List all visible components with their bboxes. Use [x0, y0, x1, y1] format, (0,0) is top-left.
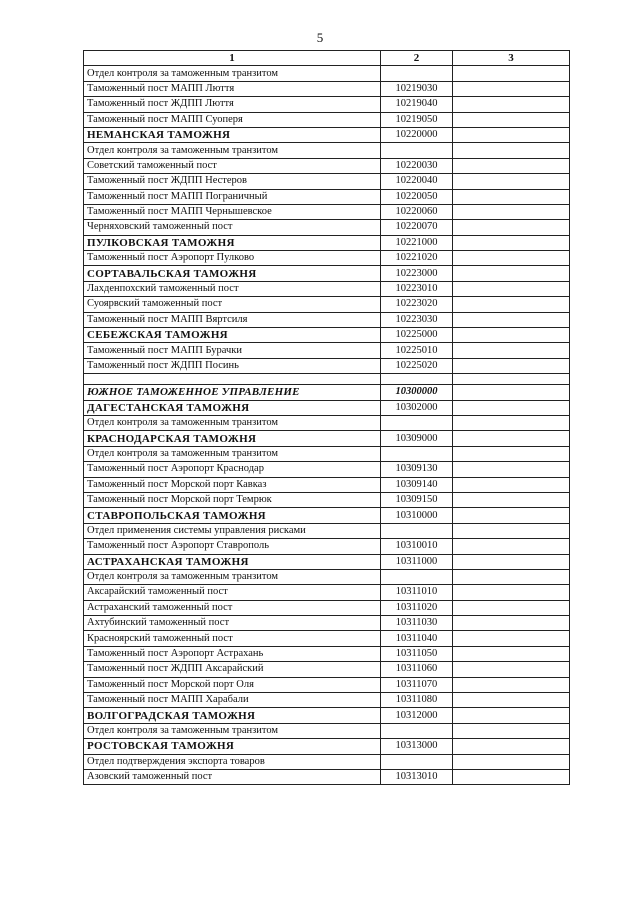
table-row: [84, 600, 570, 615]
table-row: [84, 646, 570, 661]
row-note: [453, 143, 570, 158]
table-row: [84, 220, 570, 235]
row-code: 10311010: [381, 585, 453, 600]
table-row: [84, 677, 570, 692]
row-code: 10302000: [381, 400, 453, 415]
row-code: 10219050: [381, 112, 453, 127]
row-note: [453, 631, 570, 646]
customs-table: [83, 50, 570, 785]
row-name: Отдел применения системы управления рисками: [84, 523, 381, 538]
row-note: [453, 677, 570, 692]
row-name: СОРТАВАЛЬСКАЯ ТАМОЖНЯ: [84, 266, 381, 281]
row-code: 10300000: [381, 385, 453, 400]
table-row: [84, 127, 570, 142]
row-name: Таможенный пост ЖДПП Нестеров: [84, 174, 381, 189]
row-note: [453, 358, 570, 373]
row-name: Отдел контроля за таможенным транзитом: [84, 66, 381, 81]
row-code: 10223000: [381, 266, 453, 281]
row-name: Таможенный пост Морской порт Темрюк: [84, 492, 381, 507]
row-note: [453, 708, 570, 723]
row-code: 10220050: [381, 189, 453, 204]
row-note: [453, 431, 570, 446]
table-row: [84, 400, 570, 415]
table-row: [84, 174, 570, 189]
row-note: [453, 266, 570, 281]
row-note: [453, 297, 570, 312]
page-number: 5: [316, 30, 324, 45]
row-note: [453, 662, 570, 677]
table-row: [84, 343, 570, 358]
row-code: [381, 374, 453, 385]
row-note: [453, 539, 570, 554]
row-name: Таможенный пост МАПП Вяртсиля: [84, 312, 381, 327]
table-row: [84, 462, 570, 477]
row-code: 10220070: [381, 220, 453, 235]
table-row: [84, 477, 570, 492]
table-row: [84, 189, 570, 204]
table-row: [84, 97, 570, 112]
row-code: 10220000: [381, 127, 453, 142]
row-note: [453, 343, 570, 358]
row-name: Таможенный пост МАПП Чернышевское: [84, 204, 381, 219]
row-note: [453, 328, 570, 343]
row-name: Отдел контроля за таможенным транзитом: [84, 446, 381, 461]
row-note: [453, 281, 570, 296]
row-note: [453, 769, 570, 784]
table-row: [84, 569, 570, 584]
table-row: [84, 158, 570, 173]
row-name: АСТРАХАНСКАЯ ТАМОЖНЯ: [84, 554, 381, 569]
row-code: 10219030: [381, 81, 453, 96]
row-code: 10313000: [381, 739, 453, 754]
row-name: Красноярский таможенный пост: [84, 631, 381, 646]
table-body: [84, 66, 570, 785]
row-note: [453, 585, 570, 600]
table-row: [84, 328, 570, 343]
row-name: Черняховский таможенный пост: [84, 220, 381, 235]
row-note: [453, 66, 570, 81]
table-row: [84, 143, 570, 158]
row-name: Таможенный пост Аэропорт Астрахань: [84, 646, 381, 661]
row-note: [453, 251, 570, 266]
table-row: [84, 554, 570, 569]
row-name: Таможенный пост МАПП Суоперя: [84, 112, 381, 127]
table-row: [84, 431, 570, 446]
table-row: [84, 112, 570, 127]
table-row: [84, 374, 570, 385]
row-name: Ахтубинский таможенный пост: [84, 616, 381, 631]
row-name: РОСТОВСКАЯ ТАМОЖНЯ: [84, 739, 381, 754]
row-code: 10220030: [381, 158, 453, 173]
row-code: [381, 415, 453, 430]
row-code: 10310000: [381, 508, 453, 523]
row-code: 10223020: [381, 297, 453, 312]
row-name: Таможенный пост Морской порт Кавказ: [84, 477, 381, 492]
row-code: 10311070: [381, 677, 453, 692]
table-row: [84, 446, 570, 461]
row-code: 10221000: [381, 235, 453, 250]
row-note: [453, 189, 570, 204]
table-row: [84, 251, 570, 266]
table-row: [84, 523, 570, 538]
table-row: [84, 754, 570, 769]
row-name: Отдел подтверждения экспорта товаров: [84, 754, 381, 769]
table-row: [84, 693, 570, 708]
row-code: 10221020: [381, 251, 453, 266]
table-row: [84, 708, 570, 723]
row-name: Лахденпохский таможенный пост: [84, 281, 381, 296]
table-row: [84, 723, 570, 738]
row-note: [453, 112, 570, 127]
table-row: [84, 508, 570, 523]
row-code: 10313010: [381, 769, 453, 784]
row-name: Отдел контроля за таможенным транзитом: [84, 143, 381, 158]
column-header-1: 1: [84, 51, 381, 66]
table-row: [84, 415, 570, 430]
row-note: [453, 204, 570, 219]
row-name: Таможенный пост Аэропорт Ставрополь: [84, 539, 381, 554]
row-name: СТАВРОПОЛЬСКАЯ ТАМОЖНЯ: [84, 508, 381, 523]
row-code: 10311020: [381, 600, 453, 615]
table-row: [84, 66, 570, 81]
row-note: [453, 158, 570, 173]
row-note: [453, 508, 570, 523]
row-name: Суоярвский таможенный пост: [84, 297, 381, 312]
row-name: Таможенный пост МАПП Пограничный: [84, 189, 381, 204]
row-name: ПУЛКОВСКАЯ ТАМОЖНЯ: [84, 235, 381, 250]
row-code: 10223030: [381, 312, 453, 327]
row-note: [453, 646, 570, 661]
row-name: СЕБЕЖСКАЯ ТАМОЖНЯ: [84, 328, 381, 343]
row-code: [381, 754, 453, 769]
row-code: 10310010: [381, 539, 453, 554]
table-row: [84, 266, 570, 281]
row-code: 10309140: [381, 477, 453, 492]
table-row: [84, 739, 570, 754]
row-code: 10311030: [381, 616, 453, 631]
table-row: [84, 312, 570, 327]
row-code: 10311050: [381, 646, 453, 661]
row-name: Отдел контроля за таможенным транзитом: [84, 415, 381, 430]
row-code: [381, 446, 453, 461]
row-name: ДАГЕСТАНСКАЯ ТАМОЖНЯ: [84, 400, 381, 415]
row-note: [453, 600, 570, 615]
row-note: [453, 554, 570, 569]
row-note: [453, 616, 570, 631]
row-name: Таможенный пост МАПП Харабали: [84, 693, 381, 708]
row-name: Отдел контроля за таможенным транзитом: [84, 569, 381, 584]
row-code: 10220040: [381, 174, 453, 189]
row-note: [453, 235, 570, 250]
row-name: НЕМАНСКАЯ ТАМОЖНЯ: [84, 127, 381, 142]
row-note: [453, 754, 570, 769]
row-code: 10225020: [381, 358, 453, 373]
row-note: [453, 415, 570, 430]
row-code: 10223010: [381, 281, 453, 296]
row-name: Таможенный пост Аэропорт Пулково: [84, 251, 381, 266]
row-note: [453, 569, 570, 584]
row-note: [453, 492, 570, 507]
row-code: 10311000: [381, 554, 453, 569]
row-name: Таможенный пост ЖДПП Посинь: [84, 358, 381, 373]
table-row: [84, 585, 570, 600]
row-note: [453, 693, 570, 708]
row-note: [453, 127, 570, 142]
table-header-row: [84, 51, 570, 66]
row-note: [453, 523, 570, 538]
table-row: [84, 769, 570, 784]
row-code: 10225010: [381, 343, 453, 358]
row-code: 10311040: [381, 631, 453, 646]
table-row: [84, 662, 570, 677]
row-note: [453, 446, 570, 461]
row-code: [381, 569, 453, 584]
row-name: Таможенный пост Аэропорт Краснодар: [84, 462, 381, 477]
row-name: Таможенный пост ЖДПП Аксарайский: [84, 662, 381, 677]
table-row: [84, 539, 570, 554]
row-name: Таможенный пост ЖДПП Люття: [84, 97, 381, 112]
row-name: Астраханский таможенный пост: [84, 600, 381, 615]
column-header-2: 2: [381, 51, 453, 66]
row-name: ЮЖНОЕ ТАМОЖЕННОЕ УПРАВЛЕНИЕ: [84, 385, 381, 400]
row-note: [453, 400, 570, 415]
row-note: [453, 739, 570, 754]
row-name: ВОЛГОГРАДСКАЯ ТАМОЖНЯ: [84, 708, 381, 723]
table-row: [84, 358, 570, 373]
row-name: Аксарайский таможенный пост: [84, 585, 381, 600]
row-name: КРАСНОДАРСКАЯ ТАМОЖНЯ: [84, 431, 381, 446]
table-row: [84, 616, 570, 631]
row-note: [453, 174, 570, 189]
row-code: 10311060: [381, 662, 453, 677]
row-note: [453, 312, 570, 327]
row-name: [84, 374, 381, 385]
row-note: [453, 374, 570, 385]
row-code: [381, 143, 453, 158]
row-name: Советский таможенный пост: [84, 158, 381, 173]
row-code: 10312000: [381, 708, 453, 723]
row-code: 10309130: [381, 462, 453, 477]
row-name: Таможенный пост МАПП Бурачки: [84, 343, 381, 358]
table-row: [84, 492, 570, 507]
row-code: [381, 723, 453, 738]
row-code: 10309000: [381, 431, 453, 446]
row-note: [453, 462, 570, 477]
column-header-3: 3: [453, 51, 570, 66]
row-note: [453, 477, 570, 492]
row-code: 10309150: [381, 492, 453, 507]
row-code: 10225000: [381, 328, 453, 343]
row-code: 10220060: [381, 204, 453, 219]
row-name: Отдел контроля за таможенным транзитом: [84, 723, 381, 738]
row-code: [381, 66, 453, 81]
row-name: Азовский таможенный пост: [84, 769, 381, 784]
row-name: Таможенный пост МАПП Люття: [84, 81, 381, 96]
row-note: [453, 385, 570, 400]
table-row: [84, 281, 570, 296]
row-code: 10219040: [381, 97, 453, 112]
row-name: Таможенный пост Морской порт Оля: [84, 677, 381, 692]
table-row: [84, 204, 570, 219]
row-note: [453, 723, 570, 738]
table-row: [84, 385, 570, 400]
table-row: [84, 235, 570, 250]
row-code: [381, 523, 453, 538]
table-row: [84, 297, 570, 312]
row-note: [453, 220, 570, 235]
row-note: [453, 81, 570, 96]
row-code: 10311080: [381, 693, 453, 708]
row-note: [453, 97, 570, 112]
table-row: [84, 81, 570, 96]
table-row: [84, 631, 570, 646]
